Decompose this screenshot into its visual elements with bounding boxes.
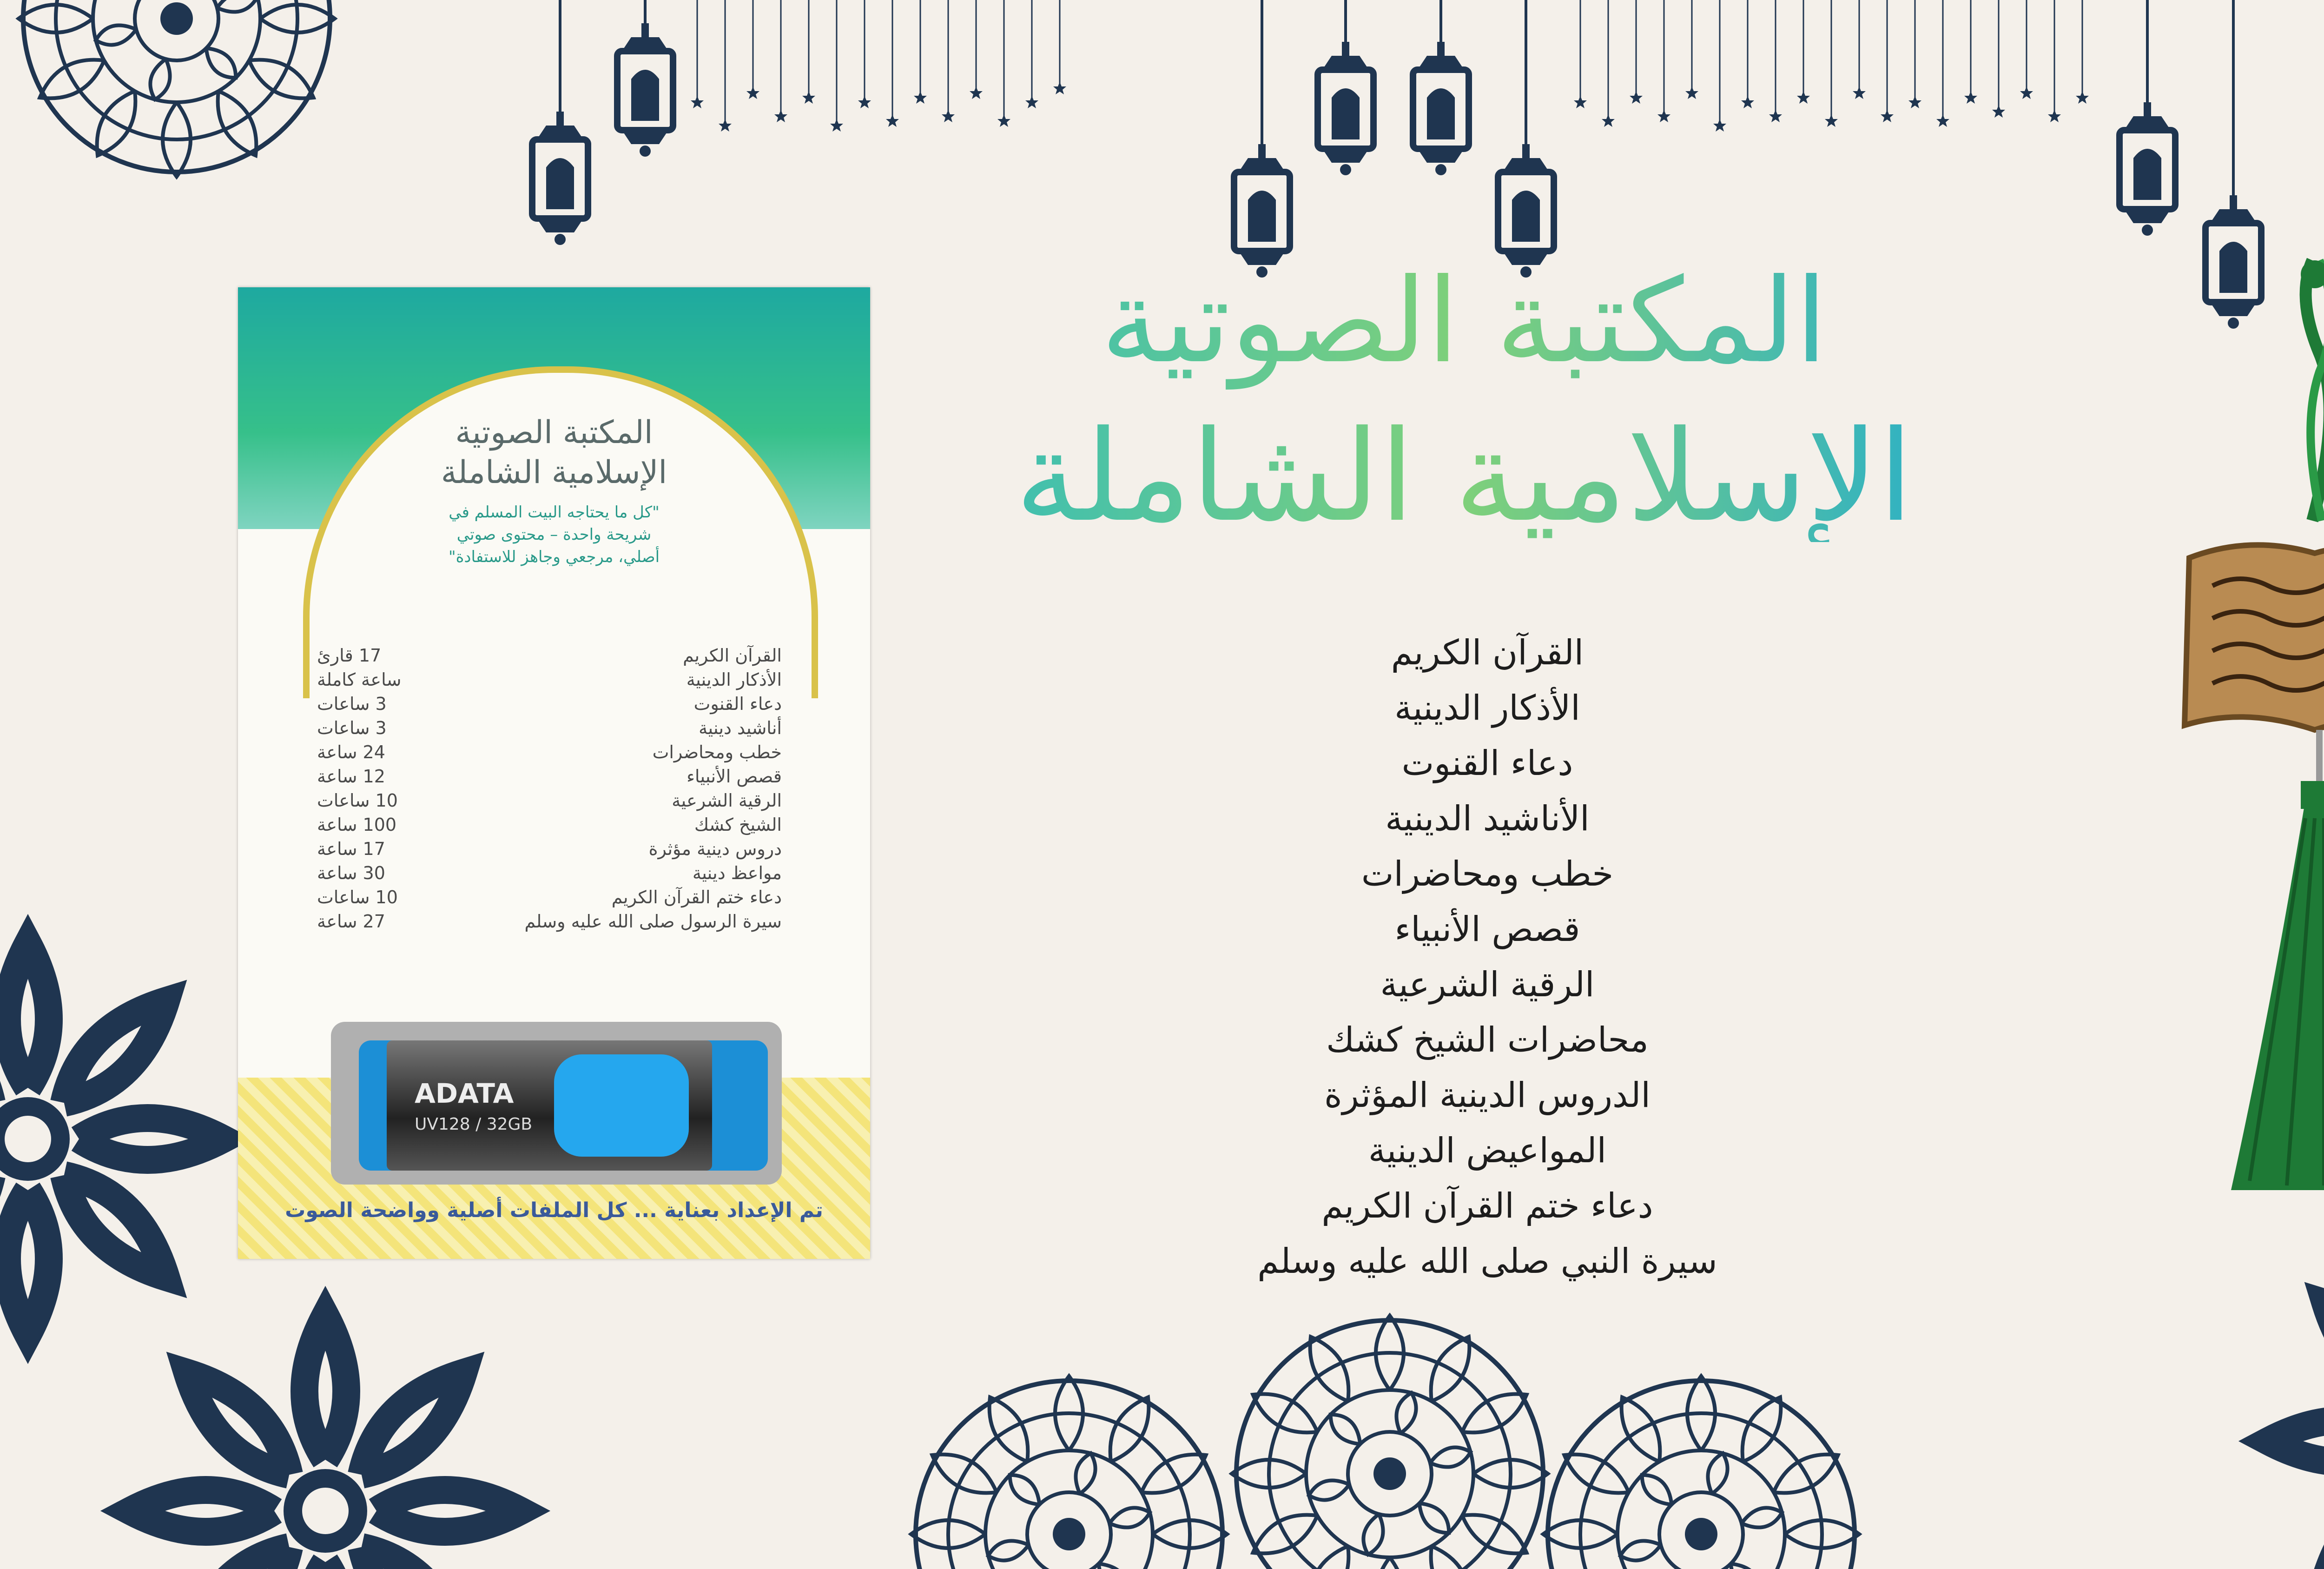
page-title [999,253,1929,549]
library-content-list [1162,625,1813,1289]
star-icon [691,82,2089,132]
mandala-top-left [19,0,335,177]
card-tagline [322,501,786,568]
title-line-1: المكتبة الصوتية [1101,253,1828,389]
row-duration: 24 ساعة [317,742,385,762]
list-item: محاضرات الشيخ كشك [1326,1020,1649,1060]
card-row [317,718,782,742]
card-title-line-1: المكتبة الصوتية [455,414,653,451]
row-name: سيرة الرسول صلى الله عليه وسلم [524,911,782,932]
row-duration: 17 قارئ [317,645,382,666]
row-duration: 100 ساعة [317,814,397,835]
card-row [317,766,782,790]
usb-model: UV128 / 32GB [415,1115,533,1134]
row-duration: 30 ساعة [317,863,385,883]
row-duration: 3 ساعات [317,718,387,738]
mandala-bottom-2 [1232,1316,1548,1569]
card-row [317,645,782,669]
list-item: الرقية الشرعية [1380,965,1595,1005]
card-row [317,911,782,935]
row-name: دعاء القنوت [693,694,782,714]
list-item: دعاء ختم القرآن الكريم [1321,1186,1653,1226]
card-title [303,413,805,493]
lantern-icon [532,112,588,245]
row-name: قصص الأنبياء [687,766,782,787]
usb-flash-drive [331,1022,782,1185]
card-title-line-2: الإسلامية الشاملة [441,454,667,491]
product-card [238,287,870,1259]
flower-right-1 [2268,1246,2324,1569]
list-item: الأذكار الدينية [1394,688,1580,728]
card-row [317,669,782,694]
row-name: الأذكار الدينية [686,669,782,690]
row-name: دروس دينية مؤثرة [648,839,782,859]
row-duration: 17 ساعة [317,839,385,859]
list-item: قصص الأنبياء [1394,909,1580,949]
row-name: القرآن الكريم [683,645,782,666]
card-footer-text: تم الإعداد بعناية ... كل الملفات أصلية وواضحة الصوت [285,1198,823,1222]
flower-left-2 [130,1316,521,1569]
row-duration: 27 ساعة [317,911,385,932]
lantern-icon [2205,195,2261,329]
card-row [317,790,782,814]
row-name: مواعظ دينية [692,863,782,883]
list-item: القرآن الكريم [1391,633,1584,673]
card-tagline-line-3: أصلي، مرجعي وجاهز للاستفادة" [448,548,660,566]
list-item: دعاء القنوت [1401,743,1573,783]
row-duration: 10 ساعات [317,790,398,811]
card-tagline-line-1: "كل ما يحتاجه البيت المسلم في [449,503,660,522]
row-duration: 10 ساعات [317,887,398,907]
row-name: الرقية الشرعية [672,790,782,811]
row-duration: 12 ساعة [317,766,385,787]
row-name: خطب ومحاضرات [652,742,782,762]
lantern-icon [1413,42,1469,175]
card-row [317,839,782,863]
list-item: الأناشيد الدينية [1385,799,1590,839]
row-duration: 3 ساعات [317,694,387,714]
title-line-2: الإسلامية الشاملة [1015,403,1914,549]
usb-brand: ADATA [415,1078,514,1109]
row-name: أناشيد دينية [699,718,782,738]
list-item: المواعيض الدينية [1368,1131,1607,1171]
gift-ornament [2185,260,2324,1190]
mandala-bottom-1 [911,1376,1227,1569]
mandala-bottom-3 [1543,1376,1859,1569]
lantern-icon [2119,102,2175,236]
lantern-icon [1318,42,1373,175]
list-item: سيرة النبي صلى الله عليه وسلم [1257,1241,1717,1281]
row-name: الشيخ كشك [694,814,782,835]
card-tagline-line-2: شريحة واحدة – محتوى صوتي [456,525,652,544]
card-row [317,887,782,911]
row-duration: ساعة كاملة [317,669,402,690]
row-name: دعاء ختم القرآن الكريم [611,887,782,907]
card-row [317,814,782,839]
wooden-book-icon [2185,545,2324,730]
flower-left-1 [0,944,223,1334]
card-row [317,863,782,887]
list-item: الدروس الدينية المؤثرة [1324,1075,1651,1115]
card-row [317,742,782,766]
list-item: خطب ومحاضرات [1361,854,1614,894]
card-row [317,694,782,718]
lantern-icon [617,23,673,157]
usb-slider [554,1054,689,1157]
